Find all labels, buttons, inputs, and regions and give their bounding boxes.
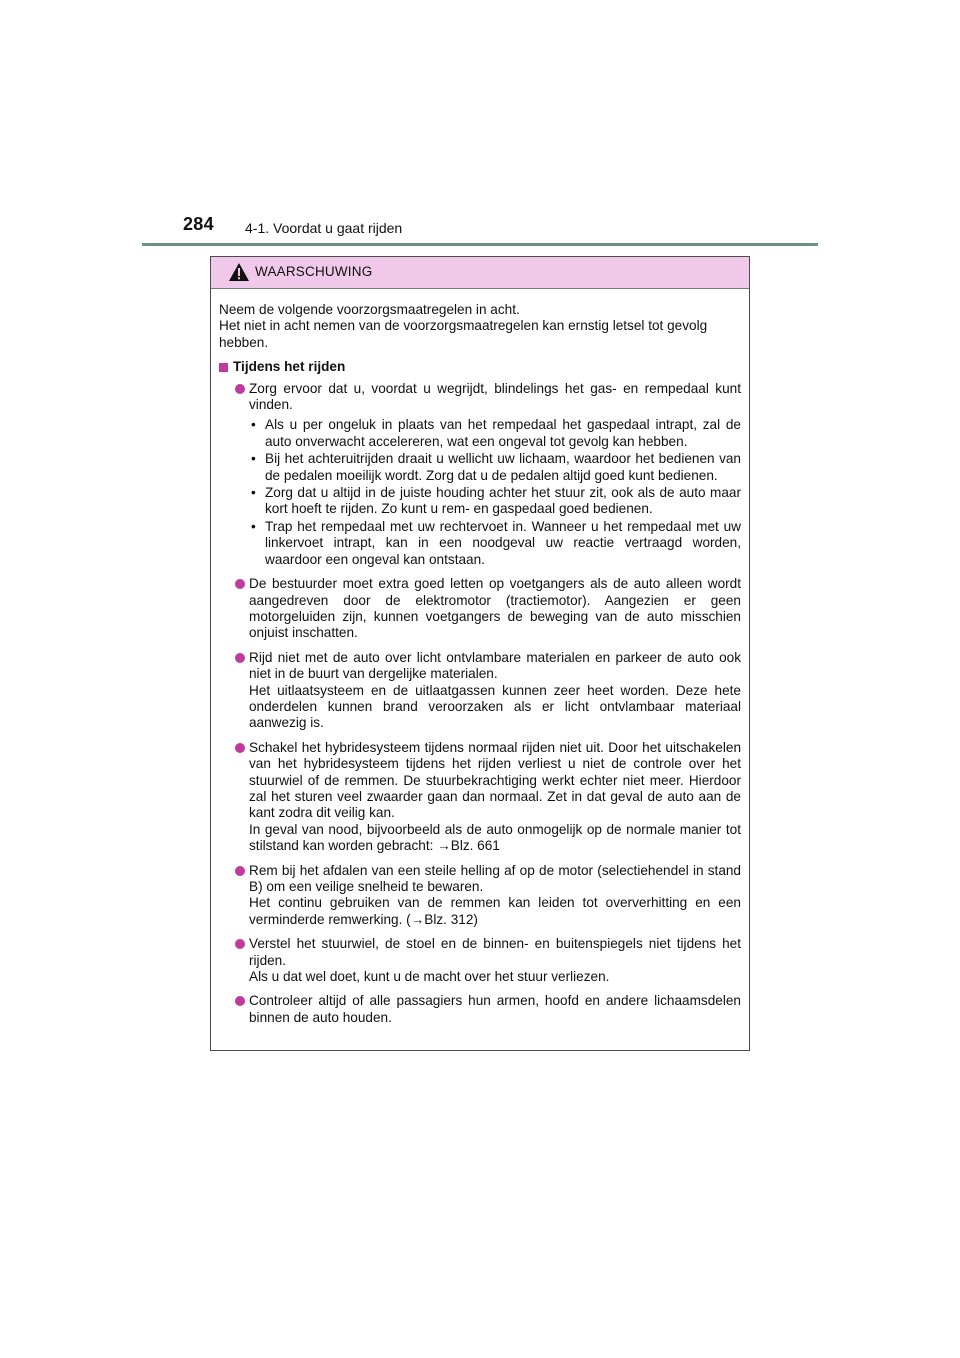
bullet-dot-icon xyxy=(235,996,245,1006)
bullet-dot-icon xyxy=(235,579,245,589)
subheading xyxy=(219,359,741,375)
list-item xyxy=(219,381,741,568)
item-text: Controleer altijd of alle passagiers hun armen, hoofd en andere lichaamsdelen binnen de auto houden. xyxy=(249,993,741,1025)
warning-box xyxy=(210,256,750,1051)
bullet-dot-icon xyxy=(235,384,245,394)
list-item xyxy=(219,993,741,1026)
item-text: Verstel het stuurwiel, de stoel en de binnen- en buitenspiegels niet tijdens het rijden. xyxy=(249,936,741,968)
warning-triangle-icon xyxy=(228,262,250,282)
list-item xyxy=(219,740,741,855)
intro-line-2: Het niet in acht nemen van de voorzorgsmaatregelen kan ernstig letsel tot gevolg hebben. xyxy=(219,318,708,350)
item-text-2: Het uitlaatsysteem en de uitlaatgassen kunnen zeer heet worden. Deze hete onderdelen kunnen brand veroorzaken als er licht ontvlambaar materiaal aanwezig is. xyxy=(249,682,741,731)
square-bullet-icon xyxy=(219,363,228,372)
page-header xyxy=(183,214,863,244)
warning-header xyxy=(211,257,749,289)
list-item xyxy=(219,863,741,929)
section-title: 4-1. Voordat u gaat rijden xyxy=(245,220,403,236)
subheading-text: Tijdens het rijden xyxy=(233,359,346,375)
sub-item: • Trap het rempedaal met uw rechtervoet in. Wanneer u het rempedaal met uw linkervoet intrapt, kan in een noodgeval uw reactie vertraagd worden, waardoor een ongeval kan ontstaan. xyxy=(251,518,741,567)
bullet-dot-icon xyxy=(235,653,245,663)
warning-body xyxy=(211,289,749,1026)
item-text-2: Het continu gebruiken van de remmen kan leiden tot oververhitting en een verminderde remwerking. (→Blz. 312) xyxy=(249,895,741,927)
bullet-dot-icon xyxy=(235,743,245,753)
page-number: 284 xyxy=(183,214,214,234)
sub-item: • Als u per ongeluk in plaats van het rempedaal het gaspedaal intrapt, zal de auto onverwacht accelereren, wat een ongeval tot gevolg kan hebben. xyxy=(251,417,741,449)
list-item xyxy=(219,650,741,732)
list-item xyxy=(219,936,741,985)
header-rule xyxy=(142,243,818,246)
bullet-dot-icon xyxy=(235,866,245,876)
item-text: Rem bij het afdalen van een steile helling af op de motor (selectiehendel in stand B) om een veilige snelheid te bewaren. xyxy=(249,862,741,894)
item-text-2: Als u dat wel doet, kunt u de macht over het stuur verliezen. xyxy=(249,969,610,985)
list-item xyxy=(219,576,741,642)
item-text-2: In geval van nood, bijvoorbeeld als de auto onmogelijk op de normale manier tot stilstand kan worden gebracht: →Blz. 661 xyxy=(249,821,741,854)
item-text: Schakel het hybridesysteem tijdens normaal rijden niet uit. Door het uitschakelen van het hybridesysteem tijdens het rijden verliest u niet de controle over het stuurwiel of de remmen. De stuurbekrachtiging werkt echter niet meer. Hierdoor zal het sturen veel zwaarder gaan dan normaal. Zet in dat geval de auto aan de kant zodra dit veilig kan. xyxy=(249,739,741,821)
intro-line-1: Neem de volgende voorzorgsmaatregelen in acht. xyxy=(219,302,520,317)
sub-list xyxy=(249,417,741,568)
bullet-dot-icon xyxy=(235,939,245,949)
item-text: Zorg ervoor dat u, voordat u wegrijdt, blindelings het gas- en rempedaal kunt vinden. xyxy=(249,380,741,413)
sub-item: • Zorg dat u altijd in de juiste houding achter het stuur zit, ook als de auto maar kort hoeft te rijden. Zo kunt u rem- en gaspedaal goed bedienen. xyxy=(251,485,741,517)
item-text: De bestuurder moet extra goed letten op voetgangers als de auto alleen wordt aangedreven door de elektromotor (tractiemotor). Aangezien er geen motorgeluiden zijn, kunnen voetgangers de beweging van de auto misschien onjuist inschatten. xyxy=(249,576,741,641)
warning-title: WAARSCHUWING xyxy=(255,264,373,279)
sub-item: • Bij het achteruitrijden draait u wellicht uw lichaam, waardoor het bedienen van de pedalen moeilijk wordt. Zorg dat u de pedalen altijd goed kunt bedienen. xyxy=(251,451,741,483)
item-text: Rijd niet met de auto over licht ontvlambare materialen en parkeer de auto ook niet in de buurt van dergelijke materialen. xyxy=(249,649,741,682)
